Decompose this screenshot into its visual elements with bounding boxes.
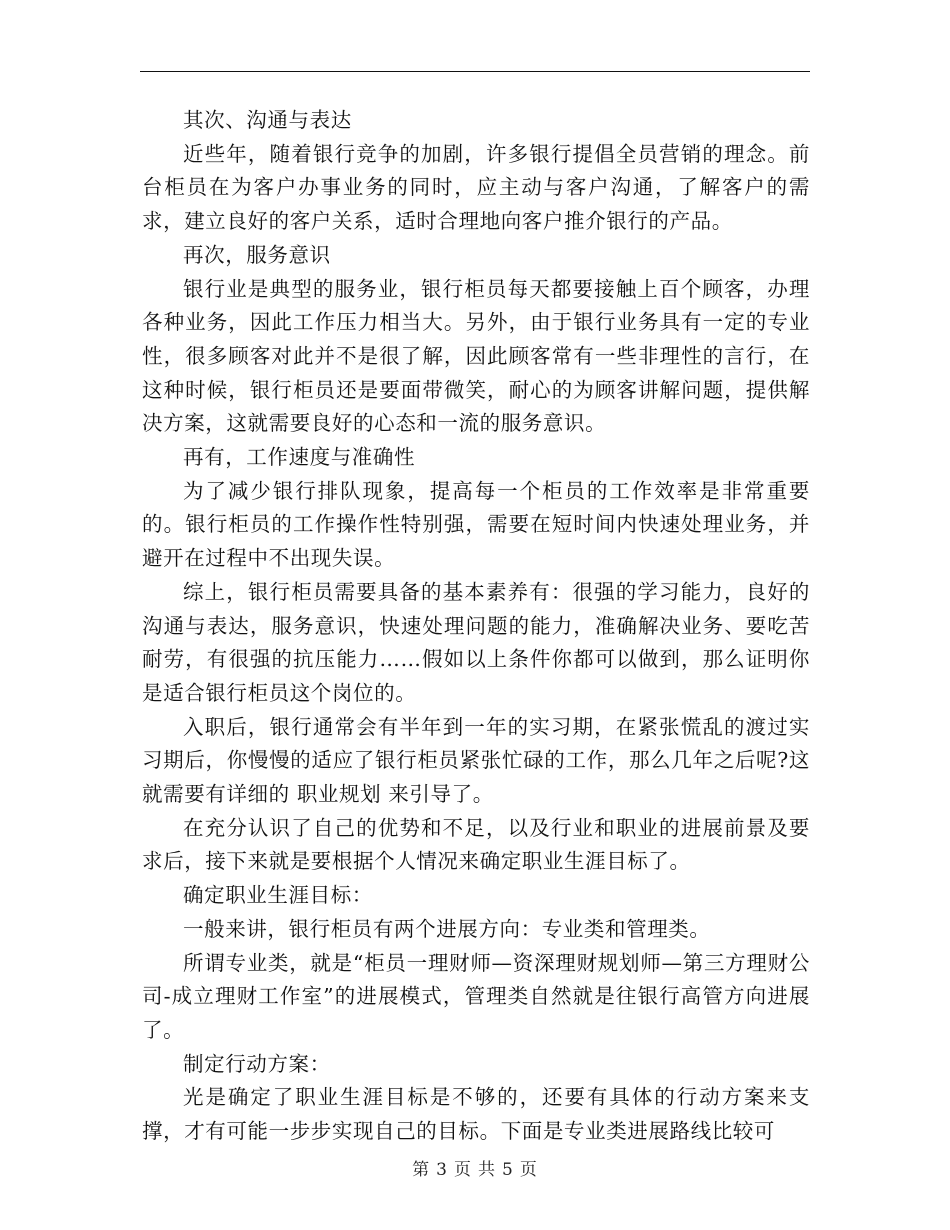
paragraph: 入职后，银行通常会有半年到一年的实习期，在紧张慌乱的渡过实习期后，你慢慢的适应了银行柜员紧张忙碌的工作，那么几年之后呢?这就需要有详细的 职业规划 来引导了。: [142, 714, 810, 807]
paragraph: 光是确定了职业生涯目标是不够的，还要有具体的行动方案来支撑，才有可能一步步实现自己的目标。下面是专业类进展路线比较可: [142, 1085, 810, 1144]
paragraph-heading-service: 再次，服务意识: [183, 242, 331, 267]
footer-prefix: 第: [412, 1160, 431, 1180]
document-body: [142, 104, 810, 1149]
paragraph-heading-communication: 其次、沟通与表达: [183, 108, 352, 132]
paragraph: 在充分认识了自己的优势和不足，以及行业和职业的进展前景及要求后，接下来就是要根据个人情况来确定职业生涯目标了。: [142, 815, 810, 874]
footer-total-prefix: 共: [478, 1160, 496, 1180]
page-footer: [0, 1155, 950, 1180]
paragraph: 所谓专业类，就是“柜员一理财师—资深理财规划师—第三方理财公司-成立理财工作室”的进展模式，管理类自然就是往银行高管方向进展了。: [142, 950, 810, 1042]
paragraph: 为了减少银行排队现象，提高每一个柜员的工作效率是非常重要的。银行柜员的工作操作性特别强，需要在短时间内快速处理业务，并避开在过程中不出现失误。: [142, 478, 810, 571]
paragraph-heading-goal: 确定职业生涯目标：: [183, 883, 373, 908]
paragraph: 近些年，随着银行竞争的加剧，许多银行提倡全员营销的理念。前台柜员在为客户办事业务的同时，应主动与客户沟通，了解客户的需求，建立良好的客户关系，适时合理地向客户推介银行的产品。: [142, 141, 810, 234]
paragraph-heading-action: 制定行动方案：: [183, 1051, 331, 1076]
footer-total-pages: 5: [502, 1160, 514, 1180]
footer-total-label: 页: [519, 1160, 538, 1180]
paragraph-heading-speed: 再有，工作速度与准确性: [183, 445, 416, 470]
header-rule: [140, 71, 810, 72]
paragraph: 银行业是典型的服务业，银行柜员每天都要接触上百个顾客，办理各种业务，因此工作压力相当大。另外，由于银行业务具有一定的专业性，很多顾客对此并不是很了解，因此顾客常有一些非理性的言行，在这种时候，银行柜员还是要面带微笑，耐心的为顾客讲解问题，提供解决方案，这就需要良好的心态和一流的服务意识。: [142, 276, 810, 436]
paragraph: 一般来讲，银行柜员有两个进展方向：专业类和管理类。: [183, 916, 711, 941]
footer-current-page: 3: [436, 1160, 448, 1180]
footer-page-label: 页: [454, 1160, 472, 1180]
paragraph: 综上，银行柜员需要具备的基本素养有：很强的学习能力，良好的沟通与表达，服务意识，快速处理问题的能力，准确解决业务、要吃苦耐劳，有很强的抗压能力……假如以上条件你都可以做到，那么证明你是适合银行柜员这个岗位的。: [142, 579, 810, 705]
